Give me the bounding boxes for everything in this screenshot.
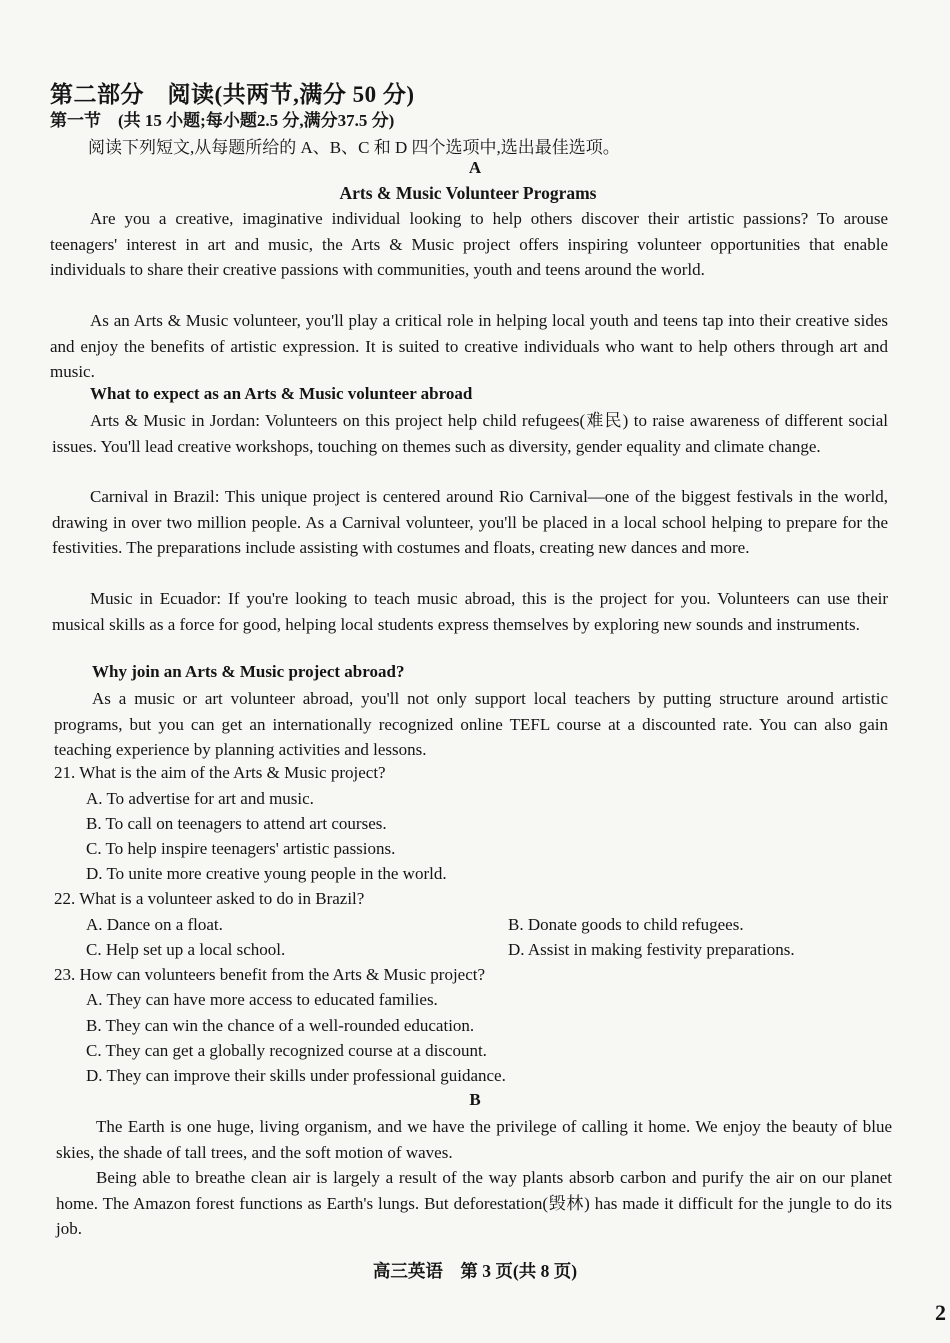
page-corner-number: 2 bbox=[935, 1300, 946, 1325]
question-21-option-b: B. To call on teenagers to attend art courses. bbox=[86, 814, 387, 833]
question-21-option-a: A. To advertise for art and music. bbox=[86, 789, 314, 808]
passage-a-title: Arts & Music Volunteer Programs bbox=[339, 183, 597, 203]
passage-a-subheading-2: Why join an Arts & Music project abroad? bbox=[92, 662, 405, 681]
question-22-option-a: A. Dance on a float. bbox=[86, 915, 223, 934]
passage-a-paragraph-2: As an Arts & Music volunteer, you'll play a critical role in helping local youth and teens tap into their creative sides and enjoy the benefits of artistic expression. It is suited to creative individuals who want to help others through art and music. bbox=[50, 311, 888, 381]
passage-a-label: A bbox=[468, 158, 482, 177]
question-22-option-c: C. Help set up a local school. bbox=[86, 940, 286, 959]
question-22: 22. What is a volunteer asked to do in Brazil? bbox=[54, 889, 365, 908]
passage-b-paragraph-1: The Earth is one huge, living organism, and we have the privilege of calling it home. We enjoy the beauty of blue skies, the shade of tall trees, and the soft motion of waves. bbox=[56, 1117, 892, 1162]
passage-b-label: B bbox=[469, 1090, 481, 1109]
passage-a-paragraph-jordan: Arts & Music in Jordan: Volunteers on this project help child refugees(难民) to raise awareness of different social issues. You'll lead creative workshops, touching on themes such as diversity, gender equality and climate change. bbox=[52, 411, 888, 456]
instruction-text: 阅读下列短文,从每题所给的 A、B、C 和 D 四个选项中,选出最佳选项。 bbox=[88, 138, 620, 157]
question-21: 21. What is the aim of the Arts & Music project? bbox=[54, 763, 386, 782]
question-21-option-d: D. To unite more creative young people in the world. bbox=[86, 864, 447, 883]
part-heading: 第二部分 阅读(共两节,满分 50 分) bbox=[50, 82, 415, 107]
question-23-option-c: C. They can get a globally recognized course at a discount. bbox=[86, 1041, 487, 1060]
passage-a-paragraph-1: Are you a creative, imaginative individual looking to help others discover their artistic passions? To arouse teenagers' interest in art and music, the Arts & Music project offers inspiring volunteer opportunities that enable individuals to share their creative passions with communities, youth and teens around the world. bbox=[50, 209, 888, 279]
passage-a-paragraph-ecuador: Music in Ecuador: If you're looking to teach music abroad, this is the project for you. Volunteers can use their musical skills as a force for good, helping local students express themselves by exploring new sounds and instruments. bbox=[52, 589, 888, 634]
question-22-option-d: D. Assist in making festivity preparations. bbox=[508, 940, 795, 959]
passage-a-subheading-1: What to expect as an Arts & Music volunteer abroad bbox=[90, 384, 473, 403]
passage-b-paragraph-2: Being able to breathe clean air is largely a result of the way plants absorb carbon and purify the air on our planet home. The Amazon forest functions as Earth's lungs. But deforestation(毁林) has made it difficult for the jungle to do its job. bbox=[56, 1168, 892, 1238]
section-heading: 第一节 (共 15 小题;每小题2.5 分,满分37.5 分) bbox=[50, 111, 395, 130]
passage-a-paragraph-brazil: Carnival in Brazil: This unique project is centered around Rio Carnival—one of the biggest festivals in the world, drawing in over two million people. As a Carnival volunteer, you'll be placed in a local school helping to prepare for the festivities. The preparations include assisting with costumes and floats, creating new dances and more. bbox=[52, 487, 888, 557]
passage-a-paragraph-why: As a music or art volunteer abroad, you'll not only support local teachers by putting structure around artistic programs, but you can get an internationally recognized online TEFL course at a discounted rate. You can also gain teaching experience by planning activities and lessons. bbox=[54, 689, 888, 759]
question-23-option-a: A. They can have more access to educated families. bbox=[86, 990, 438, 1009]
page-footer: 高三英语 第 3 页(共 8 页) bbox=[372, 1261, 578, 1281]
question-23-option-b: B. They can win the chance of a well-rounded education. bbox=[86, 1016, 475, 1035]
question-23: 23. How can volunteers benefit from the Arts & Music project? bbox=[54, 965, 486, 984]
question-22-option-b: B. Donate goods to child refugees. bbox=[508, 915, 744, 934]
question-21-option-c: C. To help inspire teenagers' artistic passions. bbox=[86, 839, 396, 858]
question-23-option-d: D. They can improve their skills under professional guidance. bbox=[86, 1066, 506, 1085]
